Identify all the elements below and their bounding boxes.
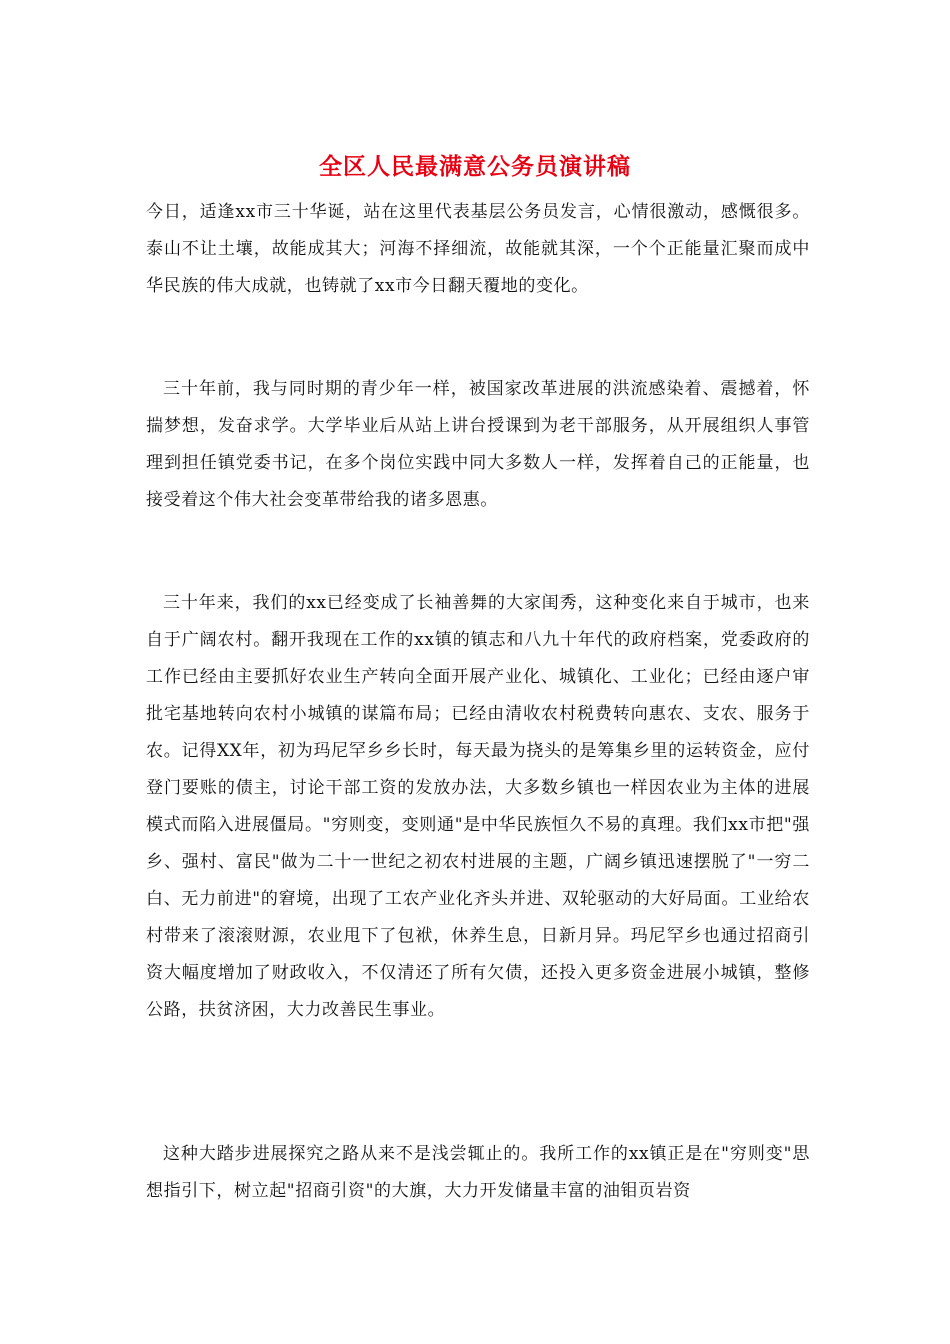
paragraph-3: 三十年来，我们的xx已经变成了长袖善舞的大家闺秀，这种变化来自于城市，也来自于广阔农村。翻开我现在工作的xx镇的镇志和八九十年代的政府档案，党委政府的工作已经由主要抓好农业生产转向全面开展产业化、城镇化、工业化；已经由逐户审批宅基地转向农村小城镇的谋篇布局；已经由清收农村税费转向惠农、支农、服务于农。记得XX年，初为玛尼罕乡乡长时，每天最为挠头的是筹集乡里的运转资金，应付登门要账的债主，讨论干部工资的发放办法，大多数乡镇也一样因农业为主体的进展模式而陷入进展僵局。"穷则变，变则通"是中华民族恒久不易的真理。我们xx市把"强乡、强村、富民"做为二十一世纪之初农村进展的主题，广阔乡镇迅速摆脱了"一穷二白、无力前进"的窘境，出现了工农产业化齐头并进、双轮驱动的大好局面。工业给农村带来了滚滚财源，农业甩下了包袱，休养生息，日新月异。玛尼罕乡也通过招商引资大幅度增加了财政收入，不仅清还了所有欠债，还投入更多资金进展小城镇，整修公路，扶贫济困，大力改善民生事业。 bbox=[146, 593, 810, 1020]
paragraph-2: 三十年前，我与同时期的青少年一样，被国家改革进展的洪流感染着、震撼着，怀揣梦想，发奋求学。大学毕业后从站上讲台授课到为老干部服务，从开展组织人事管理到担任镇党委书记，在多个岗位实践中同大多数人一样，发挥着自己的正能量，也接受着这个伟大社会变革带给我的诸多恩惠。 bbox=[146, 379, 810, 510]
paragraph-4: 这种大踏步进展探究之路从来不是浅尝辄止的。我所工作的xx镇正是在"穷则变"思想指引下，树立起"招商引资"的大旗，大力开发储量丰富的油钼页岩资 bbox=[146, 1144, 810, 1201]
paragraph-1: 今日，适逢xx市三十华诞，站在这里代表基层公务员发言，心情很激动，感慨很多。泰山不让土壤，故能成其大；河海不择细流，故能就其深，一个个正能量汇聚而成中华民族的伟大成就，也铸就了xx市今日翻天覆地的变化。 bbox=[146, 202, 810, 296]
document-title: 全区人民最满意公务员演讲稿 bbox=[319, 154, 631, 180]
